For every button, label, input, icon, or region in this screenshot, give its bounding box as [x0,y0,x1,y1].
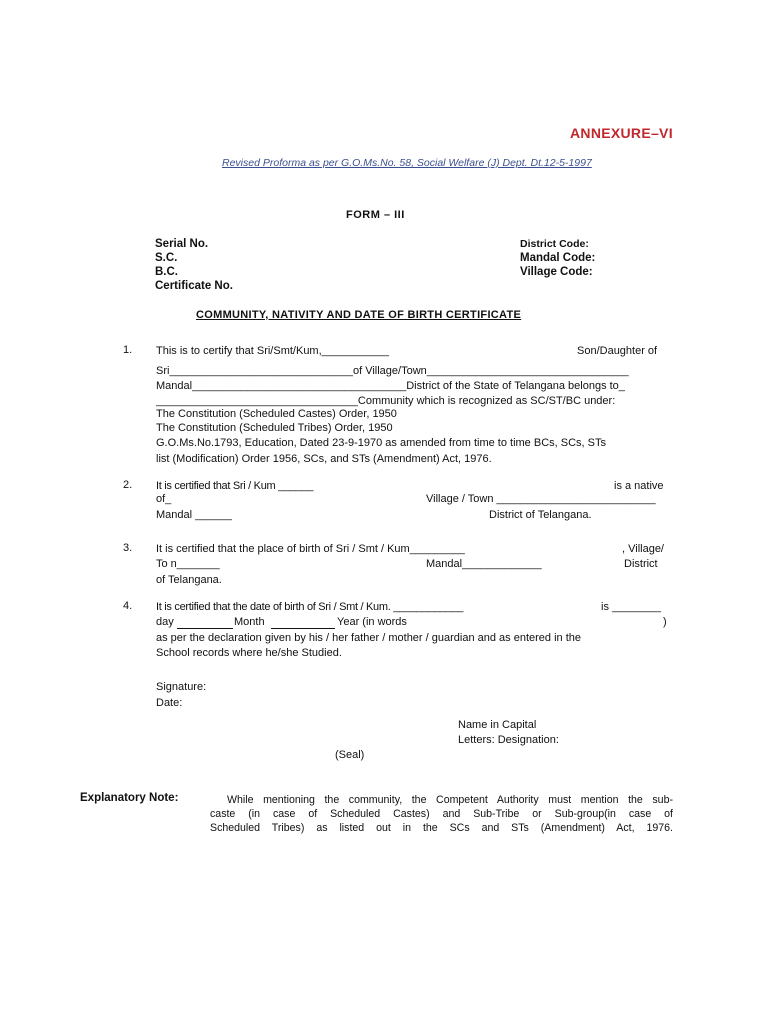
item-1-line-5: The Constitution (Scheduled Castes) Order, 1950 [156,408,397,420]
district-code-label: District Code: [520,238,589,250]
item-1-line-2: Sri______________________________of Village/Town_________________________________ [156,365,629,377]
explanatory-note-line-2: caste (in case of Scheduled Castes) and Sub-Tribe or Sub-group(in case of [210,808,673,820]
item-1-line-7: G.O.Ms.No.1793, Education, Dated 23-9-1970 as amended from time to time BCs, SCs, STs [156,437,606,449]
right-field-block [520,237,595,279]
bc-label: B.C. [155,266,178,278]
proforma-reference: Revised Proforma as per G.O.Ms.No. 58, Social Welfare (J) Dept. Dt.12-5-1997 [222,157,592,169]
left-field-block [155,237,233,293]
item-3-number: 3. [123,542,133,554]
item-1-line-3: Mandal___________________________________District of the State of Telangana belongs to_ [156,380,625,392]
item-4-number: 4. [123,600,133,612]
certificate-number-label: Certificate No. [155,280,233,292]
serial-number-label: Serial No. [155,238,209,250]
item-2-number: 2. [123,479,133,491]
item-4-is: is ________ [601,601,661,613]
item-4-year: Year (in words [337,616,407,628]
item-1-line-4: _________________________________Community which is recognized as SC/ST/BC under: [156,395,616,407]
item-2-native: is a native [614,480,664,492]
sc-label: S.C. [155,252,178,264]
item-1-son-daughter: Son/Daughter of [577,345,658,357]
item-2-district: District of Telangana. [489,509,592,521]
signature-label: Signature: [156,681,207,693]
item-3-district: District [624,558,658,570]
item-4-month-blank [271,628,335,629]
item-2-of: of_ [156,493,172,505]
item-4-month: Month [234,616,265,628]
item-3-line-1: It is certified that the place of birth of Sri / Smt / Kum_________ [156,543,465,555]
item-2-mandal: Mandal ______ [156,509,232,521]
item-4-close-paren: ) [663,616,667,628]
item-3-to: To n_______ [156,558,220,570]
form-title: FORM – III [346,209,405,221]
explanatory-note-label: Explanatory Note: [80,792,179,804]
item-3-telangana: of Telangana. [156,574,222,586]
item-1-line-6: The Constitution (Scheduled Tribes) Order, 1950 [156,422,393,434]
item-2-line-1: It is certified that Sri / Kum ______ [156,480,314,492]
annexure-heading: ANNEXURE–VI [570,125,673,141]
item-4-line-3: as per the declaration given by his / her father / mother / guardian and as entered in the [156,632,581,644]
name-in-capital-label: Name in Capital [458,719,537,731]
item-3-mandal: Mandal_____________ [426,558,542,570]
item-1-line-1: This is to certify that Sri/Smt/Kum,___________ [156,345,389,357]
item-1-number: 1. [123,344,133,356]
explanatory-note-line-1: While mentioning the community, the Competent Authority must mention the sub- [227,794,673,806]
designation-label: Letters: Designation: [458,734,559,746]
item-4-line-1: It is certified that the date of birth of Sri / Smt / Kum. ____________ [156,601,464,613]
seal-label: (Seal) [335,749,365,761]
item-4-line-4: School records where he/she Studied. [156,647,342,659]
item-2-village-town: Village / Town __________________________ [426,493,656,505]
item-4-day: day [156,616,174,628]
item-3-village: , Village/ [622,543,664,555]
item-1-line-8: list (Modification) Order 1956, SCs, and STs (Amendment) Act, 1976. [156,453,492,465]
mandal-code-label: Mandal Code: [520,252,596,264]
certificate-title: COMMUNITY, NATIVITY AND DATE OF BIRTH CERTIFICATE [196,309,522,321]
explanatory-note-line-3: Scheduled Tribes) as listed out in the SCs and STs (Amendment) Act, 1976. [210,822,673,834]
village-code-label: Village Code: [520,266,593,278]
date-label: Date: [156,697,183,709]
item-4-day-blank [177,628,233,629]
